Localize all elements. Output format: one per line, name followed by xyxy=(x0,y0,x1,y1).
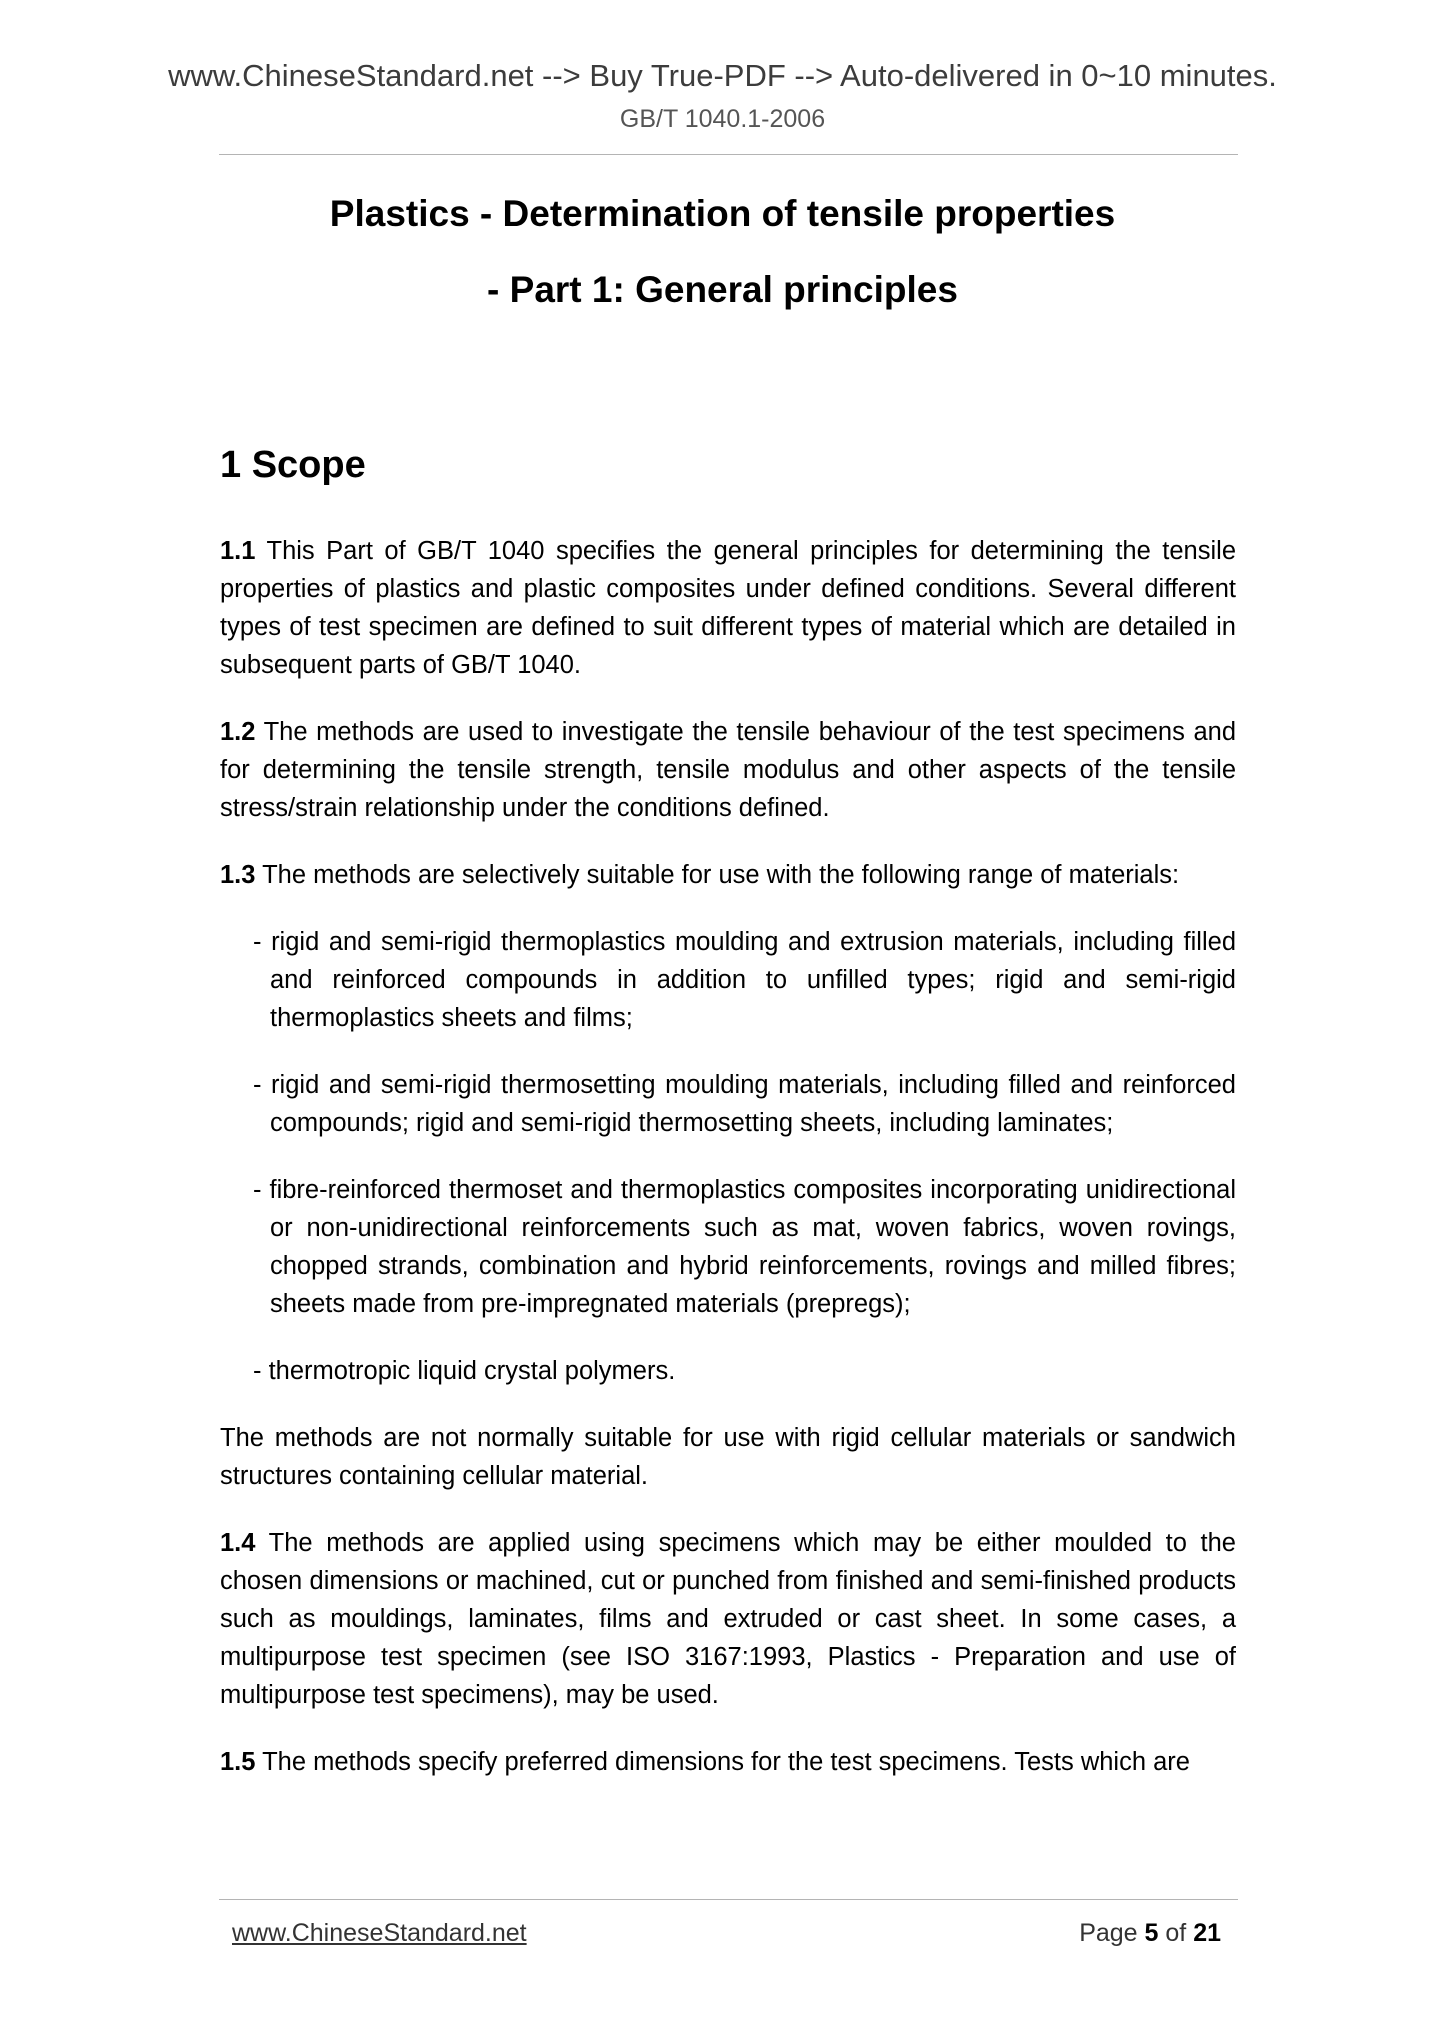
footer-site-link[interactable]: www.ChineseStandard.net xyxy=(232,1919,527,1947)
clause-text: The methods are used to investigate the tensile behaviour of the test specimens and for determining the tensile strength, tensile modulus and other aspects of the tensile stress/strain relationship under the conditions defined. xyxy=(220,718,1236,822)
footer-divider xyxy=(219,1899,1238,1900)
page-of: of xyxy=(1158,1919,1194,1947)
clause-number: 1.2 xyxy=(220,718,256,746)
list-item: - rigid and semi-rigid thermoplastics moulding and extrusion materials, including filled and reinforced compounds in addition to unfilled types; rigid and semi-rigid thermoplastics sheets and films; xyxy=(253,928,1236,1032)
page-total: 21 xyxy=(1193,1919,1221,1947)
document-body xyxy=(220,532,1236,1810)
document-title-line-1: Plastics - Determination of tensile properties xyxy=(329,193,1116,234)
document-title-line-2: - Part 1: General principles xyxy=(487,269,958,310)
page-indicator xyxy=(1079,1918,1221,1948)
clause-text: The methods are applied using specimens which may be either moulded to the chosen dimensions or machined, cut or punched from finished and semi-finished products such as mouldings, laminates, films and extruded or cast sheet. In some cases, a multipurpose test specimen (see ISO 3167:1993, Plastics - Preparation and use of multipurpose test specimens), may be used. xyxy=(220,1529,1236,1709)
list-item: - fibre-reinforced thermoset and thermoplastics composites incorporating unidirectional or non-unidirectional reinforcements such as mat, woven fabrics, woven rovings, chopped strands, combination and hybrid reinforcements, rovings and milled fibres; sheets made from pre-impregnated materials (prepregs); xyxy=(253,1176,1236,1318)
clause-number: 1.4 xyxy=(220,1529,256,1557)
clause-1-3 xyxy=(220,856,1236,894)
clause-number: 1.3 xyxy=(220,861,256,889)
list-item: - thermotropic liquid crystal polymers. xyxy=(253,1357,676,1385)
page-current: 5 xyxy=(1144,1919,1159,1947)
page-prefix: Page xyxy=(1079,1919,1145,1947)
clause-1-2 xyxy=(220,713,1236,827)
document-code: GB/T 1040.1-2006 xyxy=(619,105,826,133)
clause-1-1 xyxy=(220,532,1236,684)
clause-number: 1.5 xyxy=(220,1748,256,1776)
header-banner: www.ChineseStandard.net --> Buy True-PDF --> Auto-delivered in 0~10 minutes. xyxy=(168,58,1277,93)
section-heading-scope: 1 Scope xyxy=(220,444,366,486)
header-divider xyxy=(219,154,1238,155)
clause-number: 1.1 xyxy=(220,537,256,565)
clause-1-5 xyxy=(220,1743,1236,1781)
clause-text: This Part of GB/T 1040 specifies the general principles for determining the tensile properties of plastics and plastic composites under defined conditions. Several different types of test specimen are defined to suit different types of material which are detailed in subsequent parts of GB/T 1040. xyxy=(220,537,1236,679)
clause-text: The methods are selectively suitable for use with the following range of materials: xyxy=(255,861,1180,889)
clause-text: The methods specify preferred dimensions for the test specimens. Tests which are xyxy=(255,1748,1190,1776)
not-suitable-paragraph: The methods are not normally suitable for use with rigid cellular materials or sandwich structures containing cellular material. xyxy=(220,1424,1236,1490)
clause-1-4 xyxy=(220,1524,1236,1714)
list-item: - rigid and semi-rigid thermosetting moulding materials, including filled and reinforced compounds; rigid and semi-rigid thermosetting sheets, including laminates; xyxy=(253,1071,1236,1137)
